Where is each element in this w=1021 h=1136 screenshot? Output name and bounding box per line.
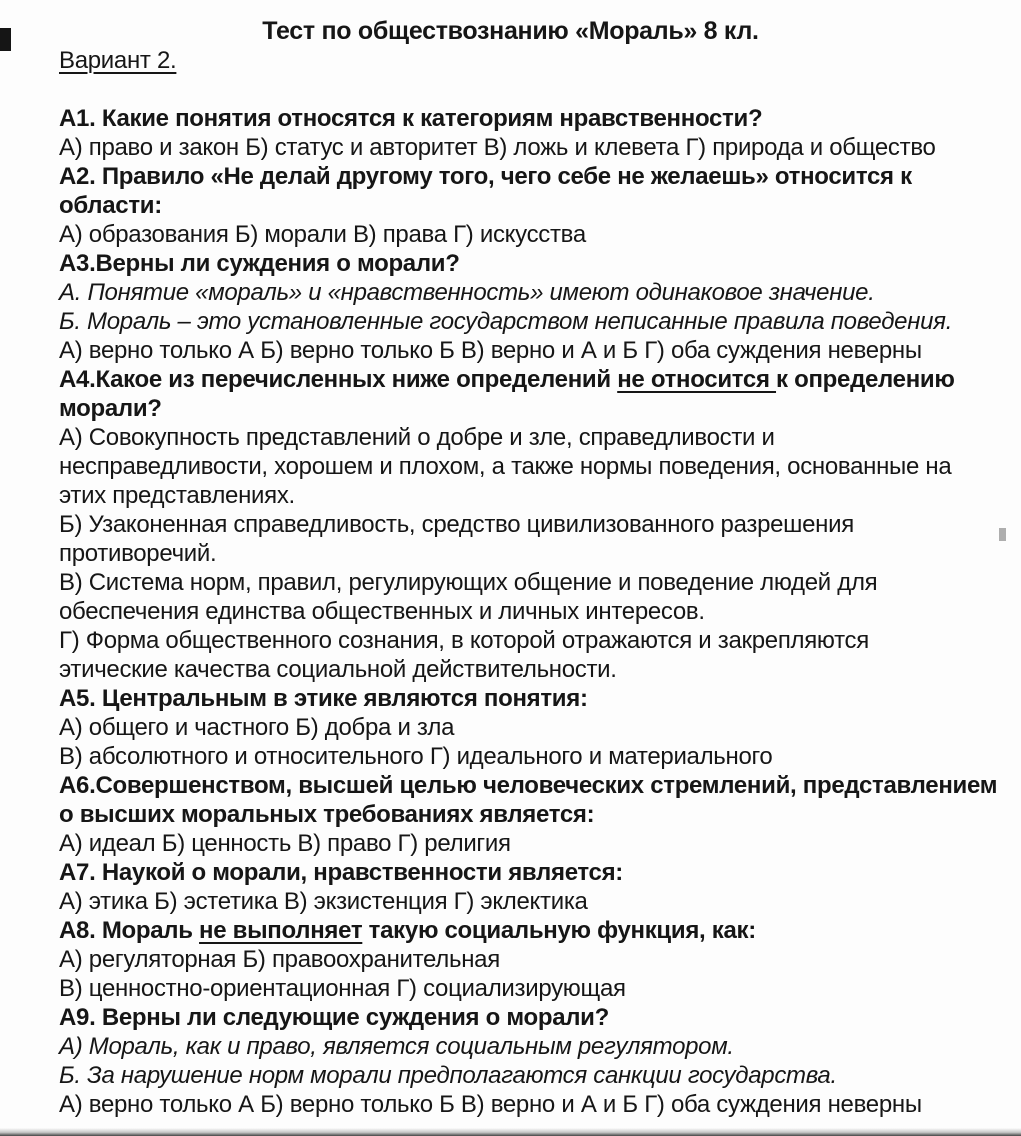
q4-option-b-line2: противоречий. bbox=[59, 540, 217, 567]
q1-options: А) право и закон Б) статус и авторитет В) ложь и клевета Г) природа и общество bbox=[59, 134, 936, 161]
q8-options-line1: А) регуляторная Б) правоохранительная bbox=[59, 946, 500, 973]
q6-prompt-line1: А6.Совершенством, высшей целью человеческих стремлений, представлением bbox=[59, 772, 998, 799]
q7-options: А) этика Б) эстетика В) экзистенция Г) эклектика bbox=[59, 888, 588, 915]
q9-statement-b: Б. За нарушение норм морали предполагаются санкции государства. bbox=[59, 1062, 837, 1089]
q2-prompt-line1: А2. Правило «Не делай другому того, чего себе не желаешь» относится к bbox=[59, 163, 912, 190]
q3-options: А) верно только А Б) верно только Б В) верно и А и Б Г) оба суждения неверны bbox=[59, 337, 922, 364]
q3-statement-a: А. Понятие «мораль» и «нравственность» имеют одинаковое значение. bbox=[59, 279, 875, 306]
q8-prompt-underlined: не выполняет bbox=[199, 917, 363, 944]
q4-prompt-line1 bbox=[59, 365, 1003, 394]
question-a2 bbox=[59, 162, 1003, 249]
q3-prompt: А3.Верны ли суждения о морали? bbox=[59, 250, 460, 277]
q4-option-a-line1: А) Совокупность представлений о добре и зле, справедливости и bbox=[59, 424, 775, 451]
q8-prompt-post: такую социальную функция, как: bbox=[362, 917, 756, 944]
q4-option-g-line2: этические качества социальной действительности. bbox=[59, 656, 617, 683]
q4-prompt-line2: морали? bbox=[59, 395, 162, 422]
q2-prompt-line2: области: bbox=[59, 192, 162, 219]
q8-options-line2: В) ценностно-ориентационная Г) социализирующая bbox=[59, 975, 626, 1002]
question-a7 bbox=[59, 858, 1003, 916]
question-a3 bbox=[59, 249, 1003, 365]
q5-options-line2: В) абсолютного и относительного Г) идеального и материального bbox=[59, 743, 773, 770]
scan-bottom-edge-shadow bbox=[0, 1128, 1021, 1136]
q5-options-line1: А) общего и частного Б) добра и зла bbox=[59, 714, 455, 741]
variant-label: Вариант 2. bbox=[59, 47, 177, 74]
q9-prompt: А9. Верны ли следующие суждения о морали? bbox=[59, 1004, 610, 1031]
q4-prompt-post: к определению bbox=[776, 366, 955, 393]
question-a9 bbox=[59, 1003, 1003, 1119]
variant-label-line bbox=[59, 46, 1003, 75]
question-a6 bbox=[59, 771, 1003, 858]
question-a8 bbox=[59, 916, 1003, 1003]
q5-prompt: А5. Центральным в этике являются понятия: bbox=[59, 685, 588, 712]
q8-prompt-pre: А8. Мораль bbox=[59, 917, 200, 944]
scan-edge-artifact bbox=[999, 528, 1006, 541]
q4-option-a-line2: несправедливости, хорошем и плохом, а также нормы поведения, основанные на bbox=[59, 453, 952, 480]
q7-prompt: А7. Наукой о морали, нравственности является: bbox=[59, 859, 624, 886]
q3-statement-b: Б. Мораль – это установленные государством неписанные правила поведения. bbox=[59, 308, 953, 335]
document-title: Тест по обществознанию «Мораль» 8 кл. bbox=[262, 17, 759, 45]
q9-statement-a: А) Мораль, как и право, является социальным регулятором. bbox=[59, 1033, 734, 1060]
q9-options: А) верно только А Б) верно только Б В) верно и А и Б Г) оба суждения неверны bbox=[59, 1091, 922, 1118]
q1-prompt: А1. Какие понятия относятся к категориям нравственности? bbox=[59, 105, 763, 132]
q4-prompt-pre: А4.Какое из перечисленных ниже определений bbox=[59, 366, 618, 393]
q4-option-g-line1: Г) Форма общественного сознания, в которой отражаются и закрепляются bbox=[59, 627, 869, 654]
scan-corner-artifact bbox=[0, 28, 11, 51]
q2-options: А) образования Б) морали В) права Г) искусства bbox=[59, 221, 586, 248]
question-a5 bbox=[59, 684, 1003, 771]
q4-option-b-line1: Б) Узаконенная справедливость, средство цивилизованного разрешения bbox=[59, 511, 854, 538]
q4-option-v-line2: обеспечения единства общественных и личных интересов. bbox=[59, 598, 705, 625]
q4-prompt-underlined: не относится bbox=[617, 366, 777, 393]
question-a1 bbox=[59, 104, 1003, 162]
q6-options: А) идеал Б) ценность В) право Г) религия bbox=[59, 830, 511, 857]
q4-option-v-line1: В) Система норм, правил, регулирующих общение и поведение людей для bbox=[59, 569, 878, 596]
q4-option-a-line3: этих представлениях. bbox=[59, 482, 295, 509]
question-a4 bbox=[59, 365, 1003, 684]
q8-prompt bbox=[59, 916, 1003, 945]
q6-prompt-line2: о высших моральных требованиях является: bbox=[59, 801, 595, 828]
